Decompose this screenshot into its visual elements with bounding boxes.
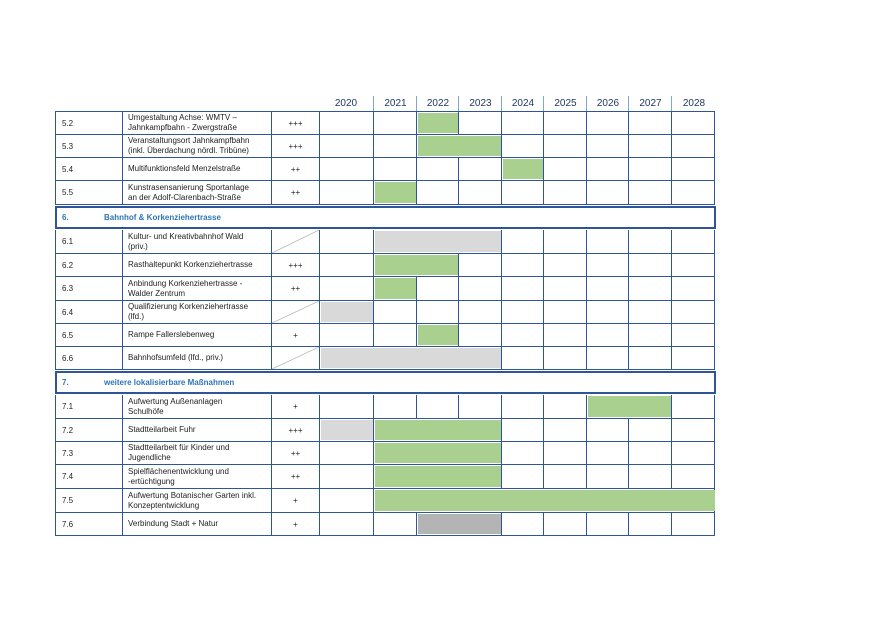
year-cell bbox=[374, 301, 417, 323]
measure-name bbox=[123, 513, 272, 535]
year-cell bbox=[629, 442, 672, 464]
timeline-bar bbox=[418, 325, 458, 345]
table-row bbox=[55, 277, 715, 301]
table-row bbox=[55, 111, 715, 135]
table-row bbox=[55, 301, 715, 324]
year-cell bbox=[374, 513, 417, 535]
year-cell bbox=[544, 112, 587, 134]
year-cell bbox=[672, 419, 716, 441]
section-number: 7. bbox=[62, 378, 69, 387]
timeline-bar bbox=[321, 302, 373, 322]
year-cell bbox=[629, 419, 672, 441]
year-cell bbox=[629, 181, 672, 204]
year-cell bbox=[629, 135, 672, 157]
year-cell bbox=[544, 347, 587, 369]
year-cell bbox=[629, 277, 672, 300]
measure-name-line: Spielflächenentwicklung und bbox=[128, 466, 229, 476]
priority-cell bbox=[272, 254, 320, 276]
timeline-bar bbox=[588, 396, 671, 417]
measure-name bbox=[123, 347, 272, 369]
not-applicable-slash-icon bbox=[272, 347, 319, 369]
priority-cell bbox=[272, 301, 320, 323]
year-cell bbox=[544, 277, 587, 300]
priority-value: + bbox=[293, 496, 298, 505]
not-applicable-slash-icon bbox=[272, 301, 319, 323]
measure-name-line: (inkl. Überdachung nördl. Tribüne) bbox=[128, 146, 249, 155]
year-label: 2025 bbox=[543, 96, 587, 112]
year-cell bbox=[417, 395, 459, 418]
year-cell bbox=[459, 277, 502, 300]
measure-name-line: Rampe Fallerslebenweg bbox=[128, 330, 215, 339]
priority-value: + bbox=[293, 519, 298, 529]
measure-number: 5.5 bbox=[56, 181, 123, 204]
year-cell bbox=[320, 112, 374, 134]
year-cell bbox=[502, 347, 544, 369]
year-cell bbox=[672, 277, 716, 300]
measure-name bbox=[123, 181, 272, 204]
measure-number: 6.1 bbox=[56, 230, 123, 253]
year-cell bbox=[320, 254, 374, 276]
year-cell bbox=[544, 254, 587, 276]
measure-name-line: Aufwertung Botanischer Garten inkl. bbox=[128, 490, 257, 500]
year-cell bbox=[629, 513, 672, 535]
table-row bbox=[55, 489, 715, 513]
year-cell bbox=[629, 465, 672, 488]
priority-cell bbox=[272, 230, 320, 253]
year-cell bbox=[672, 513, 716, 535]
priority-cell bbox=[272, 135, 320, 157]
year-cell bbox=[374, 395, 417, 418]
timeline-bar bbox=[375, 255, 458, 275]
timeline-bar bbox=[375, 443, 501, 463]
year-cell bbox=[417, 277, 459, 300]
section-number: 6. bbox=[62, 213, 69, 222]
measure-number: 6.4 bbox=[56, 301, 123, 323]
year-cell bbox=[502, 419, 544, 441]
year-header bbox=[319, 96, 716, 112]
priority-cell bbox=[272, 419, 320, 441]
year-cell bbox=[502, 513, 544, 535]
year-cell bbox=[587, 112, 629, 134]
measure-name bbox=[123, 489, 272, 512]
year-cell bbox=[320, 277, 374, 300]
year-cell bbox=[459, 254, 502, 276]
measure-name bbox=[123, 301, 272, 323]
year-cell bbox=[502, 230, 544, 253]
measure-name-line: Konzeptentwicklung bbox=[128, 500, 200, 510]
year-cell bbox=[587, 254, 629, 276]
measure-name bbox=[123, 254, 272, 276]
table-row bbox=[55, 254, 715, 277]
year-cell bbox=[629, 324, 672, 346]
year-cell bbox=[672, 230, 716, 253]
year-label: 2021 bbox=[373, 96, 417, 112]
year-cell bbox=[502, 254, 544, 276]
timeline-bar bbox=[375, 420, 501, 440]
timeline-bar bbox=[375, 466, 501, 487]
year-cell bbox=[587, 347, 629, 369]
year-cell bbox=[502, 324, 544, 346]
year-cell bbox=[459, 324, 502, 346]
measure-name-line: Schulhöfe bbox=[128, 406, 164, 416]
year-cell bbox=[629, 254, 672, 276]
priority-cell bbox=[272, 181, 320, 204]
year-cell bbox=[672, 181, 716, 204]
year-cell bbox=[417, 301, 459, 323]
year-cell bbox=[587, 181, 629, 204]
table-row bbox=[55, 181, 715, 205]
year-cell bbox=[587, 465, 629, 488]
year-cell bbox=[587, 442, 629, 464]
year-cell bbox=[544, 230, 587, 253]
year-cell bbox=[502, 135, 544, 157]
section-header bbox=[55, 206, 716, 229]
measure-name bbox=[123, 419, 272, 441]
measure-name-line: Jahnkampfbahn - Zwergstraße bbox=[128, 123, 237, 132]
year-cell bbox=[502, 181, 544, 204]
year-cell bbox=[417, 181, 459, 204]
timeline-bar bbox=[375, 182, 416, 203]
year-cell bbox=[417, 158, 459, 180]
year-cell bbox=[320, 158, 374, 180]
year-cell bbox=[320, 442, 374, 464]
year-cell bbox=[320, 513, 374, 535]
measure-number: 6.3 bbox=[56, 277, 123, 300]
not-applicable-slash-icon bbox=[272, 230, 319, 253]
timeline-bar bbox=[375, 231, 501, 252]
year-cell bbox=[672, 324, 716, 346]
priority-cell bbox=[272, 513, 320, 535]
measure-name-line: Anbindung Korkenziehertrasse - bbox=[128, 278, 243, 288]
year-cell bbox=[502, 112, 544, 134]
timeline-bar bbox=[321, 420, 373, 440]
measure-name-line: Multifunktionsfeld Menzelstraße bbox=[128, 164, 241, 173]
section-title: Bahnhof & Korkenziehertrasse bbox=[104, 213, 221, 222]
year-cell bbox=[459, 395, 502, 418]
measure-name-line: Kultur- und Kreativbahnhof Wald bbox=[128, 231, 244, 241]
year-cell bbox=[629, 158, 672, 180]
year-cell bbox=[672, 158, 716, 180]
year-label: 2022 bbox=[416, 96, 459, 112]
priority-cell bbox=[272, 277, 320, 300]
measure-name-line: (lfd.) bbox=[128, 312, 144, 321]
year-cell bbox=[320, 324, 374, 346]
priority-cell bbox=[272, 489, 320, 512]
year-cell bbox=[544, 465, 587, 488]
priority-value: ++ bbox=[290, 188, 301, 197]
year-cell bbox=[544, 181, 587, 204]
priority-value: + bbox=[293, 402, 298, 411]
measure-name-line: Rasthaltepunkt Korkenziehertrasse bbox=[128, 260, 253, 269]
year-cell bbox=[672, 112, 716, 134]
table-row bbox=[55, 395, 715, 419]
measure-name bbox=[123, 395, 272, 418]
measure-name-line: (priv.) bbox=[128, 241, 148, 251]
timeline-bar bbox=[418, 113, 458, 133]
year-cell bbox=[320, 465, 374, 488]
year-cell bbox=[629, 301, 672, 323]
year-cell bbox=[672, 465, 716, 488]
measure-name-line: Verbindung Stadt + Natur bbox=[128, 519, 219, 528]
table-row bbox=[55, 324, 715, 347]
priority-value: +++ bbox=[288, 118, 303, 128]
priority-cell bbox=[272, 112, 320, 134]
measure-number: 7.4 bbox=[56, 465, 123, 488]
year-label: 2023 bbox=[458, 96, 502, 112]
measure-number: 7.3 bbox=[56, 442, 123, 464]
year-cell bbox=[587, 301, 629, 323]
measure-name-line: Jugendliche bbox=[128, 453, 171, 462]
year-cell bbox=[320, 230, 374, 253]
measure-name bbox=[123, 112, 272, 134]
measure-name-line: an der Adolf-Clarenbach-Straße bbox=[128, 192, 241, 202]
measure-name bbox=[123, 135, 272, 157]
year-cell bbox=[672, 347, 716, 369]
measure-name-line: Stadtteilarbeit Fuhr bbox=[128, 425, 196, 434]
year-label: 2026 bbox=[586, 96, 629, 112]
year-cell bbox=[629, 230, 672, 253]
measure-number: 7.5 bbox=[56, 489, 123, 512]
year-cell bbox=[459, 181, 502, 204]
table-row bbox=[55, 347, 715, 370]
measure-number: 7.2 bbox=[56, 419, 123, 441]
year-cell bbox=[544, 324, 587, 346]
measure-number: 5.3 bbox=[56, 135, 123, 157]
measure-name-line: Aufwertung Außenanlagen bbox=[128, 396, 223, 406]
timeline-bar bbox=[503, 159, 543, 179]
year-label: 2024 bbox=[501, 96, 544, 112]
year-cell bbox=[544, 301, 587, 323]
table-row bbox=[55, 513, 715, 536]
year-cell bbox=[629, 112, 672, 134]
year-cell bbox=[320, 489, 374, 512]
measure-name-line: Qualifizierung Korkenziehertrasse bbox=[128, 302, 249, 311]
timeline-bar bbox=[418, 136, 501, 156]
priority-value: ++ bbox=[290, 284, 301, 293]
priority-value: +++ bbox=[288, 425, 303, 435]
year-cell bbox=[672, 135, 716, 157]
year-cell bbox=[502, 395, 544, 418]
year-cell bbox=[374, 135, 417, 157]
year-cell bbox=[587, 230, 629, 253]
measure-name bbox=[123, 465, 272, 488]
measure-name bbox=[123, 442, 272, 464]
priority-cell bbox=[272, 347, 320, 369]
table-row bbox=[55, 135, 715, 158]
year-cell bbox=[544, 158, 587, 180]
priority-cell bbox=[272, 465, 320, 488]
measure-number: 6.5 bbox=[56, 324, 123, 346]
year-cell bbox=[502, 465, 544, 488]
priority-cell bbox=[272, 324, 320, 346]
timeline-bar bbox=[418, 514, 501, 534]
measure-number: 7.6 bbox=[56, 513, 123, 535]
priority-value: ++ bbox=[290, 164, 301, 174]
priority-value: ++ bbox=[290, 472, 301, 481]
priority-value: + bbox=[293, 330, 298, 340]
year-cell bbox=[672, 301, 716, 323]
year-cell bbox=[672, 254, 716, 276]
year-cell bbox=[374, 324, 417, 346]
year-cell bbox=[587, 513, 629, 535]
table-row bbox=[55, 158, 715, 181]
year-cell bbox=[320, 135, 374, 157]
priority-value: +++ bbox=[288, 141, 303, 151]
priority-value: +++ bbox=[288, 260, 303, 270]
year-cell bbox=[544, 513, 587, 535]
year-cell bbox=[502, 301, 544, 323]
priority-value: ++ bbox=[290, 448, 301, 458]
measure-name bbox=[123, 158, 272, 180]
section-title: weitere lokalisierbare Maßnahmen bbox=[104, 378, 235, 387]
measure-name-line: -ertüchtigung bbox=[128, 476, 175, 486]
year-cell bbox=[459, 112, 502, 134]
measure-number: 6.2 bbox=[56, 254, 123, 276]
year-cell bbox=[320, 395, 374, 418]
year-cell bbox=[587, 158, 629, 180]
year-cell bbox=[587, 277, 629, 300]
timeline-bar bbox=[375, 278, 416, 299]
year-label: 2027 bbox=[628, 96, 672, 112]
measure-name-line: Walder Zentrum bbox=[128, 288, 186, 298]
measure-name-line: Umgestaltung Achse: WMTV – bbox=[128, 113, 237, 122]
year-cell bbox=[459, 301, 502, 323]
year-cell bbox=[320, 181, 374, 204]
table-row bbox=[55, 419, 715, 442]
year-cell bbox=[544, 135, 587, 157]
table-row bbox=[55, 465, 715, 489]
measure-name-line: Bahnhofsumfeld (lfd., priv.) bbox=[128, 353, 224, 362]
priority-cell bbox=[272, 442, 320, 464]
table-row bbox=[55, 230, 715, 254]
year-cell bbox=[459, 158, 502, 180]
year-cell bbox=[544, 395, 587, 418]
timeline-bar bbox=[375, 490, 715, 511]
measure-number: 7.1 bbox=[56, 395, 123, 418]
year-cell bbox=[587, 324, 629, 346]
year-cell bbox=[629, 347, 672, 369]
measure-number: 5.2 bbox=[56, 112, 123, 134]
measure-name-line: Kunstrasensanierung Sportanlage bbox=[128, 182, 249, 192]
year-label: 2028 bbox=[671, 96, 716, 112]
year-cell bbox=[587, 419, 629, 441]
measure-name bbox=[123, 324, 272, 346]
year-cell bbox=[502, 277, 544, 300]
measure-name-line: Veranstaltungsort Jahnkampfbahn bbox=[128, 136, 250, 145]
measure-number: 5.4 bbox=[56, 158, 123, 180]
measure-name bbox=[123, 230, 272, 253]
measure-name bbox=[123, 277, 272, 300]
table-row bbox=[55, 442, 715, 465]
year-cell bbox=[672, 442, 716, 464]
year-cell bbox=[502, 442, 544, 464]
priority-cell bbox=[272, 158, 320, 180]
section-header bbox=[55, 371, 716, 394]
measure-name-line: Stadtteilarbeit für Kinder und bbox=[128, 443, 230, 452]
timeline-bar bbox=[321, 348, 501, 368]
year-cell bbox=[544, 442, 587, 464]
year-cell bbox=[374, 158, 417, 180]
year-cell bbox=[672, 395, 716, 418]
year-cell bbox=[587, 135, 629, 157]
measure-number: 6.6 bbox=[56, 347, 123, 369]
priority-cell bbox=[272, 395, 320, 418]
year-cell bbox=[374, 112, 417, 134]
year-cell bbox=[544, 419, 587, 441]
year-label: 2020 bbox=[334, 98, 358, 109]
